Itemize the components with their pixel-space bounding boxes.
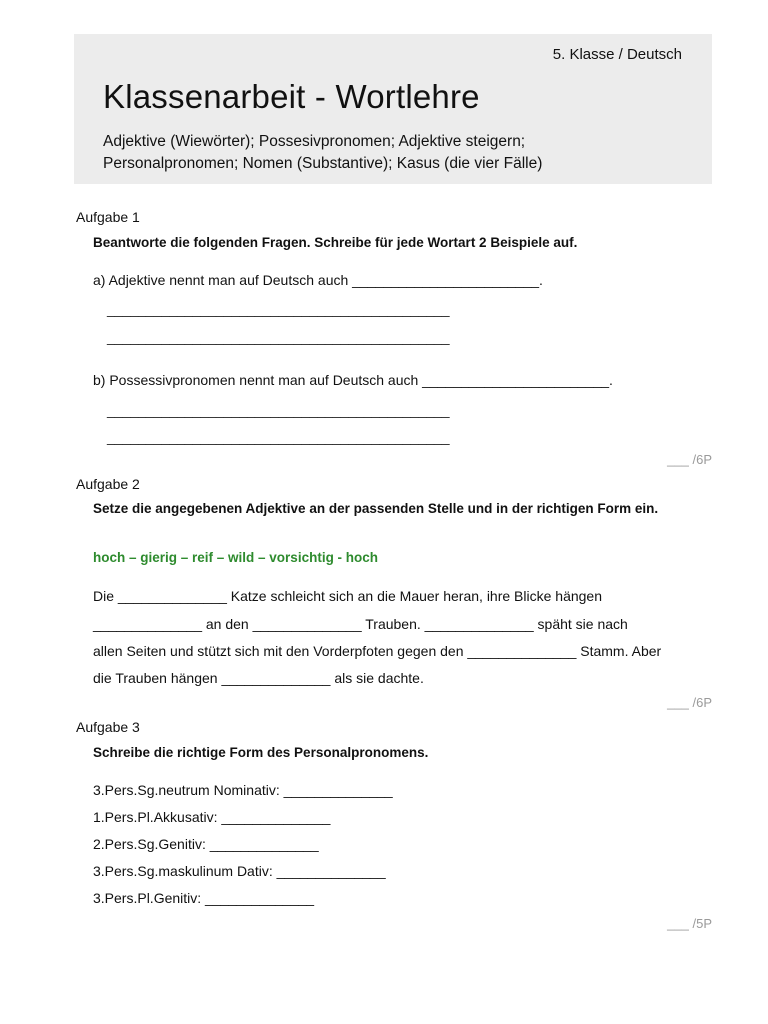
task3-item: 2.Pers.Sg.Genitiv: ______________ [93, 836, 319, 852]
task2-adjective-list: hoch – gierig – reif – wild – vorsichtig - hoch [93, 550, 379, 565]
task2-text-line: die Trauben hängen ______________ als sie dachte. [93, 670, 424, 686]
task1-question-b: b) Possessivpronomen nennt man auf Deutsch auch ________________________. [93, 372, 613, 388]
task3-label: Aufgabe 3 [76, 719, 140, 735]
task2-score: ___ /6P [667, 695, 712, 710]
task1-answer-line-a1[interactable]: ____________________________________________ [107, 301, 450, 317]
task3-instruction: Schreibe die richtige Form des Personalpronomens. [93, 745, 429, 760]
task3-item: 1.Pers.Pl.Akkusativ: ______________ [93, 809, 331, 825]
task3-item: 3.Pers.Pl.Genitiv: ______________ [93, 890, 315, 906]
task1-answer-line-b2[interactable]: ____________________________________________ [107, 429, 450, 445]
grade-label: 5. Klasse / Deutsch [552, 46, 682, 63]
task2-label: Aufgabe 2 [76, 476, 140, 492]
task3-score: ___ /5P [667, 916, 712, 931]
task1-score: ___ /6P [667, 452, 712, 467]
task2-text-line: ______________ an den ______________ Trauben. ______________ späht sie nach [93, 616, 628, 632]
task1-answer-line-b1[interactable]: ____________________________________________ [107, 402, 450, 418]
header-box [74, 34, 712, 184]
page-subtitle: Adjektive (Wiewörter); Possesivpronomen; Adjektive steigern; Personalpronomen; Nomen (Substantive); Kasus (die vier Fälle) [103, 133, 543, 172]
task3-item: 3.Pers.Sg.maskulinum Dativ: ______________ [93, 863, 386, 879]
page-title: Klassenarbeit - Wortlehre [103, 78, 480, 115]
task2-instruction: Setze die angegebenen Adjektive an der passenden Stelle und in der richtigen Form ein. [93, 501, 659, 516]
task1-instruction: Beantworte die folgenden Fragen. Schreibe für jede Wortart 2 Beispiele auf. [93, 235, 578, 250]
task1-question-a: a) Adjektive nennt man auf Deutsch auch ________________________. [93, 272, 543, 288]
task1-label: Aufgabe 1 [76, 209, 140, 225]
task2-text-line: Die ______________ Katze schleicht sich an die Mauer heran, ihre Blicke hängen [93, 588, 603, 604]
task1-answer-line-a2[interactable]: ____________________________________________ [107, 329, 450, 345]
task2-text-line: allen Seiten und stützt sich mit den Vorderpfoten gegen den ______________ Stamm. Aber [93, 643, 662, 659]
task3-item: 3.Pers.Sg.neutrum Nominativ: ______________ [93, 782, 393, 798]
